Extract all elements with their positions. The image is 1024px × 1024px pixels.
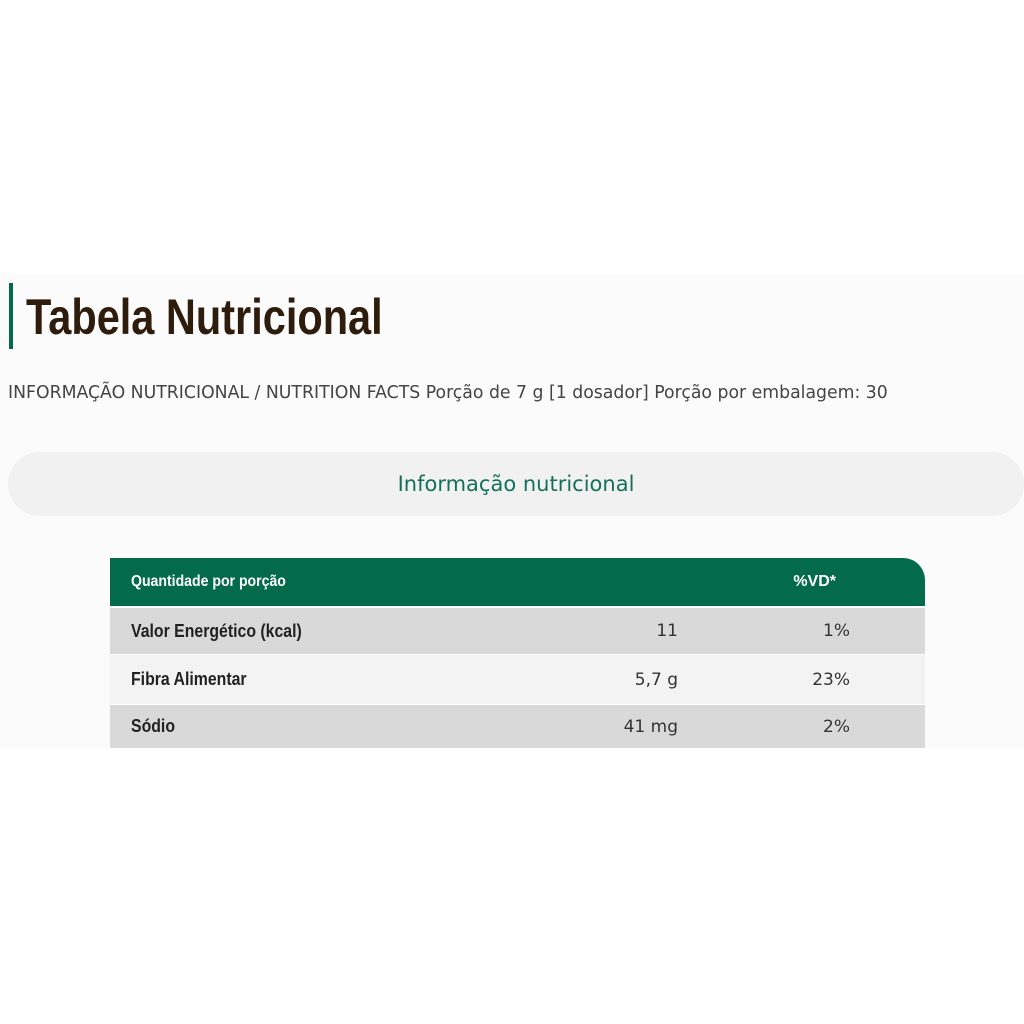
nutrient-name: Valor Energético (kcal) [131,620,302,641]
nutrient-vd: 1% [823,621,850,641]
nutrient-quantity: 11 [656,621,678,641]
nutrient-name: Sódio [131,716,175,736]
nutrition-table [110,558,925,748]
tab-label: Informação nutricional [397,472,635,496]
nutrient-quantity: 41 mg [623,716,678,737]
header-vd-label: %VD* [793,573,836,590]
nutrient-vd: 23% [812,669,850,690]
title-accent-bar [9,283,13,349]
tab-informacao-nutricional[interactable] [8,452,1024,516]
header-quantity-label: Quantidade por porção [131,573,286,590]
table-row [110,705,925,748]
table-row [110,654,925,705]
table-header-row [110,558,925,608]
page-title: Tabela Nutricional [26,289,383,345]
nutrition-facts-subtitle: INFORMAÇÃO NUTRICIONAL / NUTRITION FACTS Porção de 7 g [1 dosador] Porção por embalagem: 30 [8,382,888,403]
table-row [110,608,925,654]
nutrient-quantity: 5,7 g [634,669,678,690]
nutrient-vd: 2% [823,716,850,737]
nutrient-name: Fibra Alimentar [131,669,247,689]
